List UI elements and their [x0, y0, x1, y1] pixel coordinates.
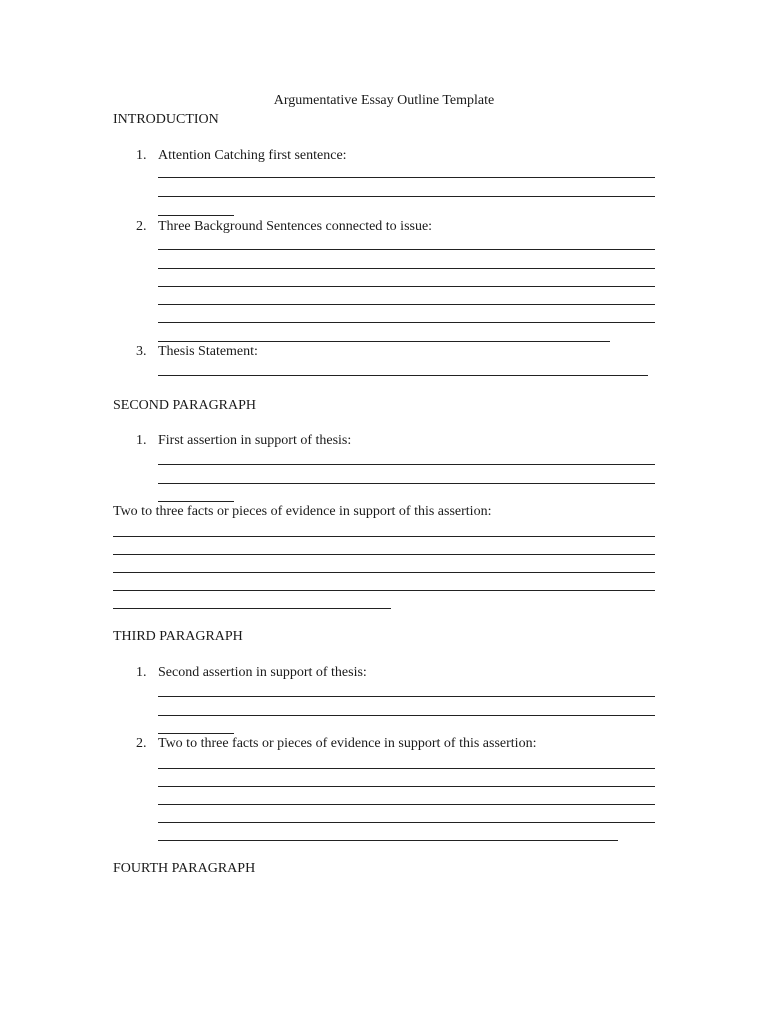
section-heading-second-paragraph: SECOND PARAGRAPH — [113, 398, 257, 413]
blank-answer-line[interactable] — [158, 215, 234, 216]
evidence-prompt: Two to three facts or pieces of evidence in support of this assertion: — [113, 504, 492, 519]
blank-answer-line[interactable] — [158, 768, 655, 769]
blank-answer-line[interactable] — [158, 715, 655, 716]
blank-answer-line[interactable] — [158, 268, 655, 269]
intro-item-3 — [136, 343, 258, 361]
third-item-2 — [136, 735, 536, 753]
item-number: 2. — [136, 736, 147, 751]
blank-answer-line[interactable] — [113, 536, 655, 537]
item-number: 3. — [136, 344, 147, 359]
blank-answer-line[interactable] — [113, 554, 655, 555]
blank-answer-line[interactable] — [113, 590, 655, 591]
item-number: 2. — [136, 219, 147, 234]
intro-item-1 — [136, 147, 347, 165]
blank-answer-line[interactable] — [158, 696, 655, 697]
blank-answer-line[interactable] — [113, 608, 391, 609]
section-heading-third-paragraph: THIRD PARAGRAPH — [113, 629, 243, 644]
blank-answer-line[interactable] — [113, 572, 655, 573]
blank-answer-line[interactable] — [158, 733, 234, 734]
item-label: First assertion in support of thesis: — [158, 433, 352, 448]
item-label: Two to three facts or pieces of evidence in support of this assertion: — [158, 736, 537, 751]
blank-answer-line[interactable] — [158, 341, 610, 342]
document-title: Argumentative Essay Outline Template — [273, 93, 495, 108]
blank-answer-line[interactable] — [158, 840, 618, 841]
section-heading-fourth-paragraph: FOURTH PARAGRAPH — [113, 861, 256, 876]
item-number: 1. — [136, 665, 147, 680]
blank-answer-line[interactable] — [158, 249, 655, 250]
blank-answer-line[interactable] — [158, 464, 655, 465]
section-heading-introduction: INTRODUCTION — [113, 112, 219, 127]
blank-answer-line[interactable] — [158, 822, 655, 823]
item-label: Attention Catching first sentence: — [158, 148, 347, 163]
item-number: 1. — [136, 433, 147, 448]
blank-answer-line[interactable] — [158, 786, 655, 787]
third-item-1 — [136, 664, 367, 682]
blank-answer-line[interactable] — [158, 286, 655, 287]
item-label: Three Background Sentences connected to issue: — [158, 219, 433, 234]
item-number: 1. — [136, 148, 147, 163]
blank-answer-line[interactable] — [158, 322, 655, 323]
blank-answer-line[interactable] — [158, 196, 655, 197]
blank-answer-line[interactable] — [158, 804, 655, 805]
blank-answer-line[interactable] — [158, 483, 655, 484]
second-item-1 — [136, 432, 351, 450]
intro-item-2 — [136, 218, 432, 236]
item-label: Second assertion in support of thesis: — [158, 665, 367, 680]
blank-answer-line[interactable] — [158, 177, 655, 178]
blank-answer-line[interactable] — [158, 375, 648, 376]
blank-answer-line[interactable] — [158, 501, 234, 502]
blank-answer-line[interactable] — [158, 304, 655, 305]
item-label: Thesis Statement: — [158, 344, 258, 359]
